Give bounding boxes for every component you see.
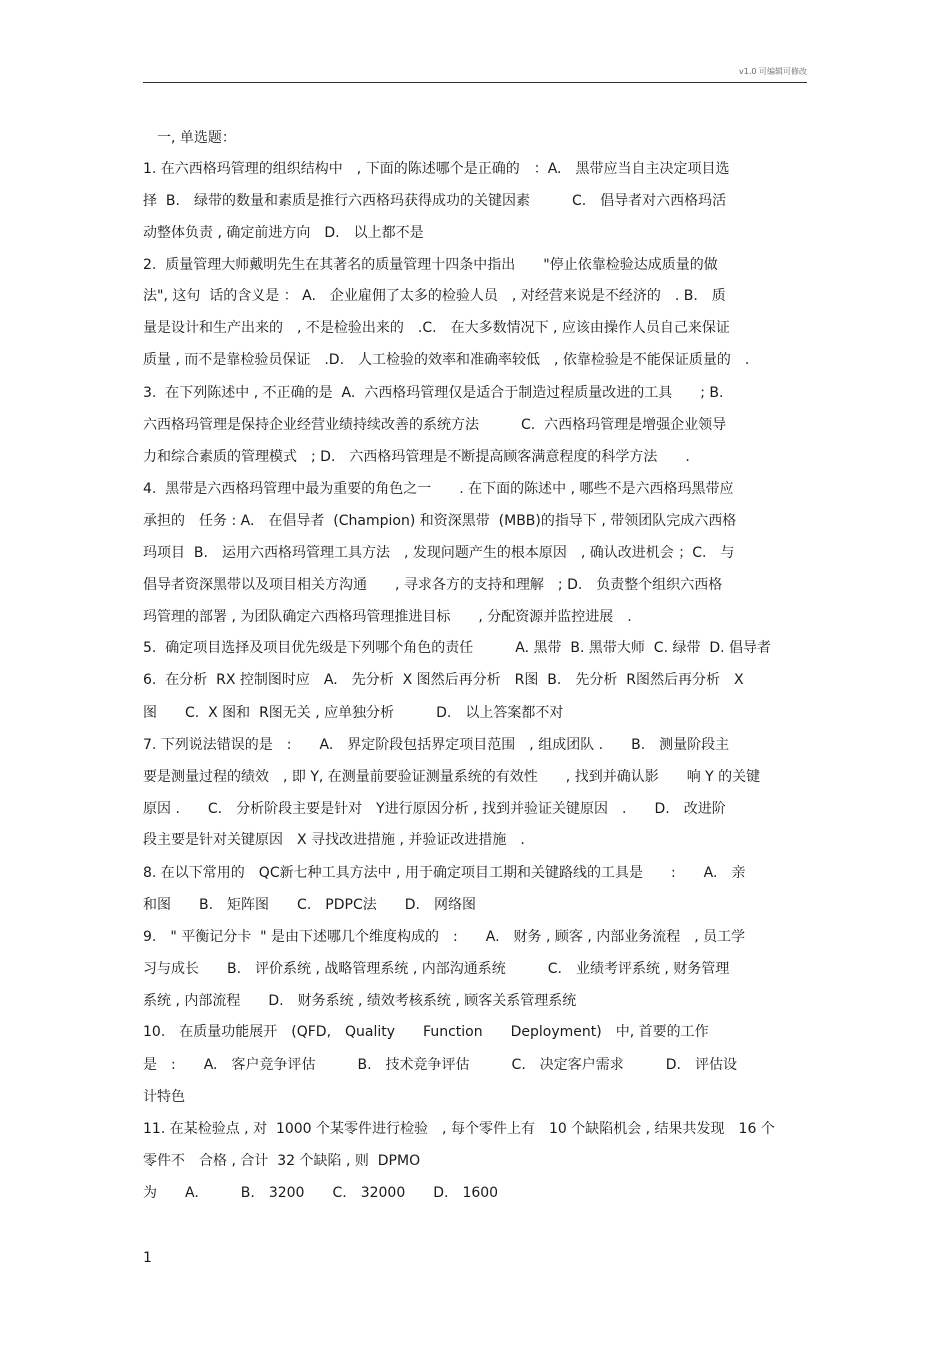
text-line: 9. " 平衡记分卡 " 是由下述哪几个维度构成的 : A. 财务 , 顾客 , 内部业务流程 , 员工学 xyxy=(143,929,746,945)
section-title: 一, 单选题： xyxy=(157,130,236,146)
text-line: 10. 在质量功能展开 (QFD, Quality Function Deployment) 中, 首要的工作 xyxy=(143,1024,709,1040)
text-line: 2. 质量管理大师戴明先生在其著名的质量管理十四条中指出 "停止依靠检验达成质量的做 xyxy=(143,257,718,273)
text-line: 7. 下列说法错误的是 : A. 界定阶段包括界定项目范围 , 组成团队 . B. 测量阶段主 xyxy=(143,737,730,753)
text-line: 3. 在下列陈述中 , 不正确的是 A. 六西格玛管理仅是适合于制造过程质量改进的工具 ; B. xyxy=(143,385,724,401)
text-line: 玛管理的部署 , 为团队确定六西格玛管理推进目标 , 分配资源并监控进展 . xyxy=(143,609,632,625)
page-header xyxy=(143,62,807,83)
text-line: 11. 在某检验点 , 对 1000 个某零件进行检验 , 每个零件上有 10 个缺陷机会 , 结果共发现 16 个 xyxy=(143,1121,775,1137)
text-line: 要是测量过程的绩效 , 即 Y, 在测量前要验证测量系统的有效性 , 找到并确认影 响 Y 的关键 xyxy=(143,769,761,785)
text-line: 零件不 合格 , 合计 32 个缺陷 , 则 DPMO xyxy=(143,1153,421,1169)
page-number: 1 xyxy=(143,1250,152,1266)
text-line: 5. 确定项目选择及项目优先级是下列哪个角色的责任 A. 黑带 B. 黑带大师 C. 绿带 D. 倡导者 xyxy=(143,640,772,656)
text-line: 和图 B. 矩阵图 C. PDPC法 D. 网络图 xyxy=(143,897,476,913)
text-line: 倡导者资深黑带以及项目相关方沟通 , 寻求各方的支持和理解 ; D. 负责整个组织六西格 xyxy=(143,577,723,593)
text-line: 习与成长 B. 评价系统 , 战略管理系统 , 内部沟通系统 C. 业绩考评系统 , 财务管理 xyxy=(143,961,730,977)
text-line: 段主要是针对关键原因 X 寻找改进措施 , 并验证改进措施 . xyxy=(143,832,525,848)
text-line: 图 C. X 图和 R图无关 , 应单独分析 D. 以上答案都不对 xyxy=(143,705,564,721)
text-line: 量是设计和生产出来的 , 不是检验出来的 .C. 在大多数情况下 , 应该由操作人员自己来保证 xyxy=(143,320,730,336)
text-line: 计特色 xyxy=(143,1089,185,1105)
text-line: 系统 , 内部流程 D. 财务系统 , 绩效考核系统 , 顾客关系管理系统 xyxy=(143,993,577,1009)
text-line: 法", 这句 话的含义是 ： A. 企业雇佣了太多的检验人员 , 对经营来说是不经济的 . B. 质 xyxy=(143,288,726,304)
text-line: 择 B. 绿带的数量和素质是推行六西格玛获得成功的关键因素 C. 倡导者对六西格玛活 xyxy=(143,193,727,209)
text-line: 8. 在以下常用的 QC新七种工具方法中 , 用于确定项目工期和关键路线的工具是 : A. 亲 xyxy=(143,865,746,881)
text-line: 质量 , 而不是靠检验员保证 .D. 人工检验的效率和准确率较低 , 依靠检验是不能保证质量的 . xyxy=(143,352,750,368)
text-line: 力和综合素质的管理模式 ; D. 六西格玛管理是不断提高顾客满意程度的科学方法 . xyxy=(143,449,690,465)
text-line: 1. 在六西格玛管理的组织结构中 , 下面的陈述哪个是正确的 ：A. 黑带应当自主决定项目选 xyxy=(143,161,730,177)
text-line: 6. 在分析 RX 控制图时应 A. 先分析 X 图然后再分析 R图 B. 先分析 R图然后再分析 X xyxy=(143,672,744,688)
text-line: 为 A. B. 3200 C. 32000 D. 1600 xyxy=(143,1185,499,1201)
text-line: 承担的 任务 : A. 在倡导者 (Champion) 和资深黑带 (MBB)的指导下 , 带领团队完成六西格 xyxy=(143,513,737,529)
text-line: 是 : A. 客户竞争评估 B. 技术竞争评估 C. 决定客户需求 D. 评估设 xyxy=(143,1057,738,1073)
text-line: 动整体负责 , 确定前进方向 D. 以上都不是 xyxy=(143,225,424,241)
version-label: v1.0 可编辑可修改 xyxy=(739,67,807,76)
text-line: 原因 . C. 分析阶段主要是针对 Y进行原因分析 , 找到并验证关键原因 . D. 改进阶 xyxy=(143,801,726,817)
text-line: 六西格玛管理是保持企业经营业绩持续改善的系统方法 C. 六西格玛管理是增强企业领导 xyxy=(143,417,727,433)
text-line: 玛项目 B. 运用六西格玛管理工具方法 , 发现问题产生的根本原因 , 确认改进机会 ；C. 与 xyxy=(143,545,735,561)
text-line: 4. 黑带是六西格玛管理中最为重要的角色之一 . 在下面的陈述中 , 哪些不是六西格玛黑带应 xyxy=(143,481,734,497)
